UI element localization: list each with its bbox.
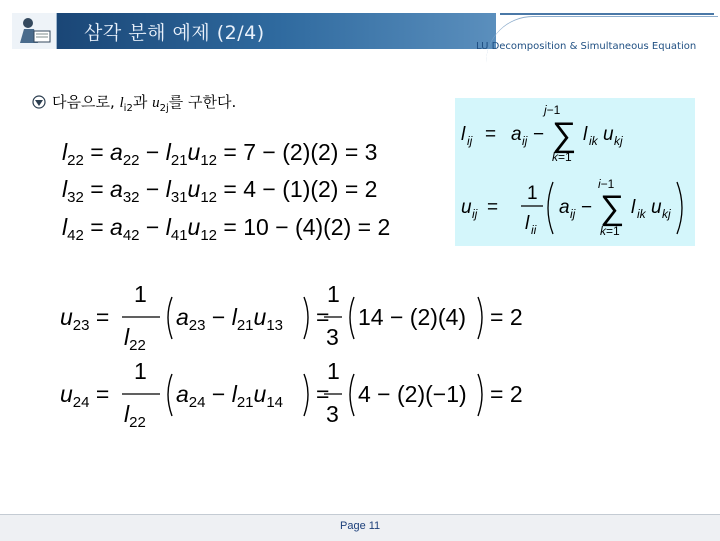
lu-formulas	[455, 98, 695, 246]
header-subtitle: LU Decomposition & Simultaneous Equation	[476, 41, 697, 52]
svg-text:∑: ∑	[600, 189, 625, 227]
page-title: 삼각 분해 예제 (2/4)	[84, 22, 265, 44]
bullet-suffix: 를 구한다.	[168, 93, 237, 111]
svg-text:i−1: i−1	[598, 177, 615, 191]
svg-text:=: =	[487, 197, 499, 218]
svg-text:u23 =: $u_{23}$ =	[60, 304, 110, 334]
lu-formula-box	[455, 98, 695, 246]
svg-text:u24 =: $u_{24}$ =	[60, 381, 110, 411]
svg-text:l: l	[583, 124, 588, 145]
header-rule	[500, 13, 714, 15]
svg-text:l: l	[525, 213, 530, 234]
svg-text:l22: $l_{22}$	[124, 324, 146, 354]
equation-l22	[62, 134, 422, 168]
bullet-var-u: u	[152, 95, 160, 111]
svg-text:3: 3	[326, 324, 339, 350]
reading-person-icon	[12, 13, 57, 49]
svg-text:a24 − l21u14: $a_{24} - l_{21}u_{14}$	[176, 381, 283, 411]
svg-text:1: 1	[134, 283, 147, 307]
svg-text:k=1: k=1	[600, 224, 620, 238]
formula-lij	[461, 103, 623, 164]
svg-text:ij: ij	[467, 134, 473, 148]
svg-text:1: 1	[527, 183, 538, 204]
svg-text:4 − (2)(−1): 4 − (2)(−1)	[358, 381, 467, 407]
bullet-prefix: 다음으로,	[52, 93, 120, 111]
svg-text:14 − (2)(4): 14 − (2)(4)	[358, 304, 467, 330]
svg-text:a23 − l21u13: $a_{23} - l_{21}u_{13}$	[176, 304, 283, 334]
svg-text:∑: ∑	[552, 116, 577, 154]
bullet-var-l-sub: i2	[123, 103, 133, 114]
svg-text:ik: ik	[637, 207, 646, 221]
equation-l42	[62, 209, 432, 243]
svg-text:ij: ij	[570, 207, 576, 221]
svg-text:a: a	[511, 124, 522, 145]
svg-text:ij: ij	[472, 207, 478, 221]
svg-text:1: 1	[134, 360, 147, 384]
equation-u24	[60, 360, 530, 432]
svg-text:1: 1	[327, 283, 340, 307]
header-curve	[486, 16, 718, 63]
svg-text:=: =	[485, 124, 497, 145]
svg-text:−: −	[533, 124, 545, 145]
svg-text:l22 = a22 − l21u12 = 7 − (2)(2: $l_{22} = a_{22} - l_{21}u_{12} = 7 - (2)(2) = 3$	[62, 139, 378, 168]
bullet-line	[32, 91, 236, 114]
svg-text:u: u	[461, 197, 472, 218]
formula-uij	[461, 177, 682, 238]
bullet-mid: 과	[132, 93, 153, 111]
page-number: Page 11	[340, 520, 381, 532]
svg-text:= 2: = 2	[490, 304, 523, 330]
svg-text:ik: ik	[589, 134, 598, 148]
bullet-icon	[32, 95, 46, 109]
svg-text:k=1: k=1	[552, 150, 572, 164]
bullet-var-u-sub: 2j	[159, 103, 169, 114]
svg-text:j−1: j−1	[544, 103, 561, 117]
svg-text:l32 = a32 − l31u12 = 4 − (1)(2: $l_{32} = a_{32} - l_{31}u_{12} = 4 - (1)(2) = 2$	[62, 176, 378, 205]
svg-text:a: a	[559, 197, 570, 218]
svg-text:ij: ij	[522, 134, 528, 148]
svg-text:ii: ii	[531, 223, 537, 237]
svg-text:l: l	[461, 124, 466, 145]
svg-text:kj: kj	[662, 207, 671, 221]
svg-text:3: 3	[326, 401, 339, 427]
svg-text:kj: kj	[614, 134, 623, 148]
svg-text:l42 = a42 − l41u12 = 10 − (4)(: $l_{42} = a_{42} - l_{41}u_{12} = 10 - (4)(2) = 2$	[62, 214, 391, 243]
equation-l32	[62, 171, 422, 205]
bullet-var-l: l	[119, 95, 124, 111]
svg-text:l22: $l_{22}$	[124, 401, 146, 431]
svg-text:=: =	[316, 304, 330, 330]
svg-text:u: u	[603, 124, 614, 145]
svg-text:u: u	[651, 197, 662, 218]
svg-text:=: =	[316, 381, 330, 407]
title-bar	[12, 13, 496, 49]
svg-text:l: l	[631, 197, 636, 218]
svg-text:= 2: = 2	[490, 381, 523, 407]
svg-text:−: −	[581, 197, 593, 218]
equation-u23	[60, 283, 530, 355]
svg-text:1: 1	[327, 360, 340, 384]
